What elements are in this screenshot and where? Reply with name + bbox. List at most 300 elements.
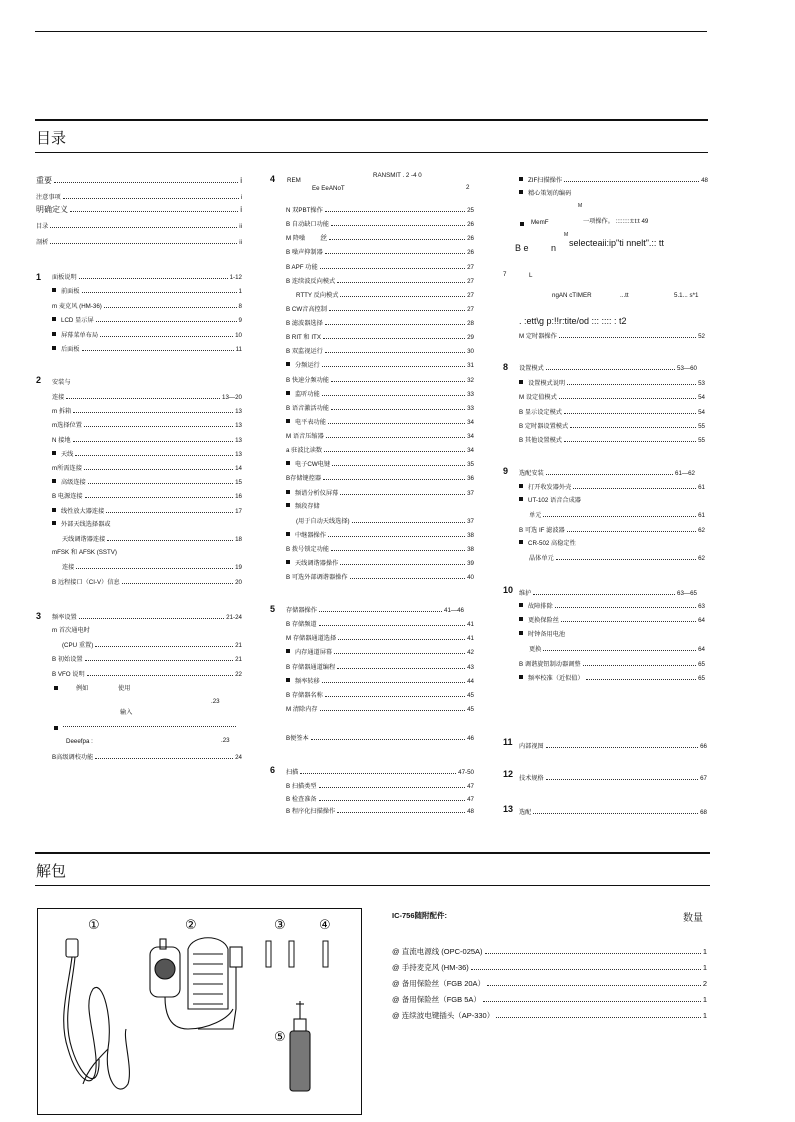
leader-dots bbox=[350, 572, 466, 579]
toc-entry-title bbox=[52, 407, 72, 416]
toc-entry-text: m 麦克风 (HM-36) bbox=[52, 302, 102, 310]
leader-dots bbox=[82, 286, 237, 293]
toc-entry-page: 45 bbox=[467, 706, 474, 714]
toc-entry bbox=[519, 659, 705, 669]
toc-entry-page: 26 bbox=[467, 249, 474, 257]
toc-entry bbox=[286, 619, 474, 629]
toc-entry-page: 21 bbox=[235, 642, 242, 650]
toc-entry-page: 27 bbox=[467, 277, 474, 285]
toc-entry bbox=[286, 346, 474, 356]
toc-entry bbox=[286, 530, 474, 540]
toc-entry-title bbox=[519, 469, 545, 478]
toc-entry bbox=[286, 676, 474, 686]
toc-entry bbox=[519, 392, 705, 402]
leader-dots bbox=[73, 435, 234, 442]
toc-entry-title bbox=[52, 393, 65, 402]
toc-entry-title bbox=[52, 492, 84, 501]
leader-dots bbox=[533, 588, 675, 595]
unpack-rule-top bbox=[35, 852, 710, 854]
section-number: 4 bbox=[270, 174, 276, 184]
toc-entry bbox=[519, 510, 705, 520]
leader-dots bbox=[319, 619, 466, 626]
toc-entry-text: B RIT 和 ITX bbox=[286, 334, 321, 342]
leader-dots bbox=[546, 741, 698, 748]
toc-entry-title bbox=[286, 277, 336, 286]
bullet-square-icon bbox=[286, 503, 290, 507]
toc-entry-page: 28 bbox=[467, 320, 474, 328]
leader-dots bbox=[107, 534, 233, 541]
leader-dots bbox=[100, 330, 233, 337]
toc-entry-page: 48 bbox=[467, 808, 474, 815]
toc-entry-title bbox=[286, 263, 319, 272]
leader-dots bbox=[88, 477, 233, 484]
toc-entry-text: 扫描 bbox=[286, 769, 299, 776]
garbled-text: n bbox=[551, 243, 557, 253]
toc-entry-text: B 其他设置模式 bbox=[519, 437, 562, 445]
leader-dots bbox=[319, 781, 466, 788]
toc-entry-page: 46 bbox=[467, 735, 474, 742]
toc-entry bbox=[52, 669, 242, 679]
leader-dots bbox=[340, 558, 465, 565]
toc-entry-title bbox=[286, 502, 321, 511]
leader-dots bbox=[329, 304, 465, 311]
toc-text: .23 bbox=[221, 737, 230, 744]
leader-dots bbox=[325, 690, 465, 697]
toc-entry-text: 设置模式 bbox=[519, 365, 544, 372]
toc-entry bbox=[519, 615, 705, 625]
toc-entry bbox=[286, 544, 474, 554]
toc-entry-page: 9 bbox=[238, 317, 242, 324]
toc-entry bbox=[52, 406, 242, 416]
leader-dots bbox=[326, 431, 465, 438]
microphone-icon bbox=[150, 938, 242, 1029]
toc-entry-page: 29 bbox=[467, 334, 474, 342]
leader-dots bbox=[555, 601, 696, 608]
toc-entry-title bbox=[519, 630, 566, 639]
toc-entry bbox=[286, 502, 474, 511]
toc-entry-title bbox=[519, 189, 572, 198]
toc-entry-page: 63—65 bbox=[677, 590, 697, 597]
toc-entry bbox=[286, 459, 474, 469]
toc-entry-title bbox=[36, 176, 53, 185]
toc-entry bbox=[52, 272, 242, 282]
toc-entry-text: B 快速分频功能 bbox=[286, 376, 329, 384]
toc-entry-text: 选配 bbox=[519, 809, 532, 816]
leader-dots bbox=[323, 473, 465, 480]
garbled-text: ...tt bbox=[620, 292, 629, 299]
toc-entry-title bbox=[286, 390, 321, 399]
toc-entry bbox=[52, 315, 242, 325]
leader-dots bbox=[485, 947, 701, 954]
leader-dots bbox=[338, 633, 465, 640]
toc-entry bbox=[286, 233, 474, 243]
toc-entry-page: 13 bbox=[235, 422, 242, 430]
toc-entry-title bbox=[52, 578, 121, 587]
toc-entry-text: B 存储器通道编程 bbox=[286, 663, 336, 671]
toc-entry-title bbox=[519, 483, 572, 492]
bullet-square-icon bbox=[286, 560, 290, 564]
toc-entry-page: 1-12 bbox=[229, 274, 242, 281]
leader-dots bbox=[320, 262, 465, 269]
bullet-square-icon bbox=[519, 540, 523, 544]
toc-entry-text: M 语音压缩器 bbox=[286, 433, 324, 441]
leader-dots bbox=[84, 463, 233, 470]
toc-entry bbox=[286, 332, 474, 342]
toc-entry-page: 65 bbox=[698, 675, 705, 682]
unpack-rule-bottom bbox=[35, 885, 710, 886]
toc-entry bbox=[519, 189, 708, 198]
toc-entry-text: 重要 bbox=[36, 176, 52, 185]
toc-entry-title bbox=[52, 450, 74, 459]
toc-entry-page: 61 bbox=[698, 512, 705, 520]
leader-dots bbox=[334, 647, 465, 654]
toc-entry-text: M 清除内存 bbox=[286, 706, 318, 714]
fuse-icons bbox=[266, 941, 328, 967]
toc-entry-text: 监听功能 bbox=[295, 390, 320, 398]
toc-entry bbox=[286, 318, 474, 328]
key-plug-icon bbox=[290, 1001, 310, 1091]
leader-dots bbox=[583, 659, 697, 666]
toc-text: 安装与 bbox=[52, 379, 71, 386]
toc-title: 目录 bbox=[36, 130, 67, 147]
toc-entry bbox=[519, 741, 707, 751]
toc-entry-title bbox=[52, 613, 78, 622]
bullet-square-icon bbox=[286, 362, 290, 366]
toc-entry-title bbox=[286, 559, 339, 568]
toc-entry-text: 电平表功能 bbox=[295, 418, 326, 426]
toc-entry-title bbox=[52, 302, 103, 311]
toc-text: Ee EeANoT bbox=[312, 185, 345, 192]
toc-entry-text: B 自动缺口功能 bbox=[286, 221, 329, 229]
toc-entry-title bbox=[519, 616, 560, 625]
toc-entry-text: 明确定义 bbox=[36, 205, 68, 214]
accessory-item bbox=[392, 1010, 707, 1021]
toc-entry-page: 20 bbox=[235, 578, 242, 586]
toc-entry-text: M 降噪 bbox=[286, 235, 306, 243]
bullet-square-icon bbox=[54, 686, 58, 690]
toc-entry-page: i bbox=[240, 205, 242, 214]
toc-entry-text: 后面板 bbox=[61, 346, 80, 353]
leader-dots bbox=[337, 806, 465, 813]
leader-dots bbox=[322, 360, 465, 367]
toc-entry-title bbox=[286, 376, 330, 385]
toc-entry bbox=[286, 558, 474, 568]
toc-entry-page: 19 bbox=[235, 564, 242, 572]
leader-dots bbox=[325, 247, 465, 254]
toc-entry-text: 连接 bbox=[52, 394, 65, 401]
leader-dots bbox=[329, 233, 465, 240]
toc-entry-title bbox=[52, 548, 118, 557]
toc-entry bbox=[519, 407, 705, 417]
section-number: 13 bbox=[503, 804, 514, 814]
toc-entry-title bbox=[286, 305, 328, 314]
toc-entry-title bbox=[286, 446, 323, 455]
bullet-square-icon bbox=[286, 391, 290, 395]
toc-entry-title bbox=[519, 808, 532, 817]
section-number: 3 bbox=[36, 611, 42, 621]
leader-dots bbox=[564, 435, 696, 442]
toc-entry bbox=[286, 806, 474, 816]
toc-entry bbox=[286, 276, 474, 286]
garbled-text: 5.1... s*1 bbox=[674, 292, 699, 299]
toc-entry-text: 频率设置 bbox=[52, 614, 77, 621]
toc-entry-text: 电子CW电键 bbox=[295, 461, 331, 469]
accessory-item bbox=[392, 978, 707, 989]
toc-entry bbox=[286, 219, 474, 229]
toc-entry-page: 63 bbox=[698, 603, 705, 610]
toc-entry bbox=[286, 488, 474, 498]
toc-entry-title bbox=[286, 418, 327, 427]
toc-entry-page: ii bbox=[239, 239, 242, 246]
toc-entry-title bbox=[286, 432, 325, 441]
toc-entry bbox=[519, 175, 708, 185]
toc-entry-text: 频率转移 bbox=[295, 677, 320, 685]
accessory-name: @ 备用保险丝（FGB 20A） bbox=[392, 979, 486, 988]
toc-entry bbox=[519, 378, 705, 388]
toc-entry-text: RTTY 反向模式 bbox=[296, 291, 339, 299]
toc-entry-text: LCD 显示屏 bbox=[61, 317, 94, 324]
toc-entry bbox=[519, 773, 707, 783]
toc-entry-page: 47 bbox=[467, 783, 474, 790]
toc-entry-title bbox=[519, 645, 542, 654]
toc-entry-text: 更换 bbox=[529, 646, 542, 654]
bullet-square-icon bbox=[519, 603, 523, 607]
leader-dots bbox=[76, 562, 233, 569]
toc-entry-page: 68 bbox=[700, 809, 707, 816]
leader-dots bbox=[320, 704, 465, 711]
toc-entry-page: 33 bbox=[467, 404, 474, 412]
toc-entry-page: 18 bbox=[235, 536, 242, 543]
bullet-square-icon bbox=[52, 332, 56, 336]
toc-entry-page: 13—20 bbox=[222, 394, 242, 401]
toc-entry bbox=[286, 304, 474, 314]
toc-entry-title bbox=[519, 660, 582, 669]
toc-entry-text: 时钟备用电池 bbox=[528, 630, 566, 638]
toc-entry-title bbox=[286, 291, 339, 300]
garbled-text: ngAN cTIMER bbox=[552, 292, 592, 299]
toc-entry-page: 47 bbox=[467, 795, 474, 803]
toc-entry bbox=[286, 360, 474, 370]
toc-entry bbox=[519, 807, 707, 817]
toc-entry-title bbox=[52, 316, 95, 325]
garbled-text: B e bbox=[515, 243, 529, 253]
toc-entry-page: 27 bbox=[467, 291, 474, 299]
toc-entry-title bbox=[286, 782, 318, 791]
toc-entry-text: 精心策划的编码 bbox=[528, 190, 572, 197]
toc-entry-text: B VFO 说明 bbox=[52, 670, 85, 678]
leader-dots bbox=[573, 482, 696, 489]
leader-dots bbox=[533, 807, 698, 814]
accessory-qty: 1 bbox=[702, 995, 707, 1004]
toc-entry bbox=[519, 421, 705, 431]
accessory-item bbox=[392, 994, 707, 1005]
toc-entry-page: 61 bbox=[698, 484, 705, 491]
toc-entry bbox=[52, 612, 242, 622]
toc-entry-text: (用于自动天线选择) bbox=[296, 517, 350, 525]
leader-dots bbox=[561, 615, 696, 622]
garbled-text: M bbox=[578, 203, 583, 209]
toc-entry-page: 53 bbox=[698, 380, 705, 387]
section-number: 12 bbox=[503, 769, 514, 779]
toc-entry bbox=[286, 733, 474, 743]
leader-dots bbox=[75, 449, 233, 456]
toc-entry bbox=[519, 435, 705, 445]
toc-entry-title bbox=[286, 648, 333, 657]
toc-entry-title bbox=[52, 520, 112, 529]
toc-entry-page: 64 bbox=[698, 646, 705, 654]
toc-entry-text: B 定时器设置模式 bbox=[519, 422, 569, 430]
toc-entry-title bbox=[519, 539, 577, 548]
toc-entry-page: 17 bbox=[235, 507, 242, 515]
toc-entry-text: 分频运行 bbox=[295, 362, 320, 370]
toc-entry bbox=[286, 417, 474, 427]
toc-entry-title bbox=[286, 634, 337, 643]
section-number: 11 bbox=[503, 737, 513, 747]
leader-dots bbox=[95, 752, 233, 759]
leader-dots bbox=[66, 392, 220, 399]
toc-entry bbox=[519, 468, 695, 478]
toc-entry bbox=[286, 605, 464, 615]
toc-entry-page: 53—60 bbox=[677, 365, 697, 372]
toc-entry-text: B存储键控器 bbox=[286, 475, 322, 483]
leader-dots bbox=[96, 315, 237, 322]
toc-entry-text: B高级调校功能 bbox=[52, 754, 94, 761]
bullet-square-icon bbox=[519, 675, 523, 679]
toc-entry-page: 41 bbox=[467, 635, 474, 643]
toc-entry-text: 频谱分析仪屏幕 bbox=[295, 489, 339, 497]
toc-entry-title bbox=[286, 677, 321, 686]
bullet-square-icon bbox=[52, 288, 56, 292]
leader-dots bbox=[322, 389, 465, 396]
bullet-square-icon bbox=[519, 190, 523, 194]
toc-entry bbox=[36, 237, 242, 247]
accessory-item bbox=[392, 946, 707, 957]
toc-text: REM bbox=[287, 177, 301, 184]
bullet-square-icon bbox=[52, 521, 56, 525]
leader-dots bbox=[325, 205, 465, 212]
toc-entry-page: 52 bbox=[698, 333, 705, 340]
toc-entry-text: m所需连接 bbox=[52, 465, 82, 472]
toc-entry-title bbox=[52, 753, 94, 762]
toc-entry-page: 48 bbox=[701, 177, 708, 184]
toc-entry-page: 54 bbox=[698, 408, 705, 416]
leader-dots bbox=[331, 544, 465, 551]
leader-dots bbox=[73, 406, 233, 413]
toc-entry-page: 38 bbox=[467, 546, 474, 554]
leader-dots bbox=[63, 720, 236, 727]
toc-entry bbox=[286, 794, 474, 804]
bullet-square-icon bbox=[519, 177, 523, 181]
toc-entry-title bbox=[52, 436, 72, 445]
toc-entry bbox=[286, 781, 474, 791]
toc-entry-page: 16 bbox=[235, 493, 242, 501]
toc-rule-top bbox=[35, 119, 708, 121]
toc-entry-title bbox=[286, 807, 336, 816]
toc-entry-page: 34 bbox=[467, 418, 474, 426]
toc-entry-text: 打开收发器外壳 bbox=[528, 484, 572, 491]
toc-entry-text: m 拆箱 bbox=[52, 408, 72, 416]
toc-entry-text: 天线调谐器操作 bbox=[295, 560, 339, 568]
toc-entry-title bbox=[519, 589, 532, 598]
toc-entry bbox=[52, 752, 242, 762]
toc-entry-page: 47-50 bbox=[458, 769, 474, 776]
bullet-square-icon bbox=[286, 490, 290, 494]
toc-entry-text: ZIF扫描操作 bbox=[528, 177, 563, 184]
leader-dots bbox=[85, 491, 234, 498]
leader-dots bbox=[331, 403, 465, 410]
toc-entry bbox=[519, 673, 705, 683]
toc-entry-page: 55 bbox=[698, 422, 705, 430]
toc-entry-title bbox=[519, 554, 555, 563]
section-number: 8 bbox=[503, 362, 509, 372]
toc-entry-text: B 扫描类型 bbox=[286, 783, 317, 790]
bullet-square-icon bbox=[520, 222, 524, 226]
toc-entry-title bbox=[519, 496, 582, 505]
toc-entry-title bbox=[519, 526, 566, 535]
section-number: 9 bbox=[503, 466, 509, 476]
toc-entry-text: B 噪声抑制器 bbox=[286, 249, 323, 257]
leader-dots bbox=[487, 979, 701, 986]
leader-dots bbox=[324, 445, 465, 452]
power-cable-icon bbox=[64, 939, 130, 1089]
section-number: 1 bbox=[36, 272, 42, 282]
toc-entry bbox=[519, 496, 705, 505]
toc-entry-text: N 接地 bbox=[52, 436, 71, 444]
toc-entry-text: 维护 bbox=[519, 590, 532, 597]
toc-entry bbox=[52, 435, 242, 445]
toc-entry-text: B 存储器名称 bbox=[286, 692, 323, 699]
toc-entry bbox=[286, 445, 474, 455]
toc-entry-text: B APF 功能 bbox=[286, 263, 318, 271]
bullet-square-icon bbox=[52, 317, 56, 321]
toc-entry-title bbox=[286, 333, 322, 342]
toc-entry-text: B 程序化扫描操作 bbox=[286, 808, 336, 815]
toc-entry-text: 天线 bbox=[61, 450, 74, 458]
toc-entry-page: 35 bbox=[467, 461, 474, 469]
toc-entry-title bbox=[52, 464, 83, 473]
toc-entry bbox=[52, 344, 242, 354]
toc-entry-text: N 双PBT操作 bbox=[286, 207, 323, 214]
toc-entry-page: 40 bbox=[467, 574, 474, 582]
toc-entry-text: B 连续波反向模式 bbox=[286, 277, 336, 285]
toc-entry-title bbox=[286, 206, 324, 215]
toc-entry bbox=[286, 647, 474, 657]
toc-entry-page: 62 bbox=[698, 555, 705, 562]
garbled-text: M bbox=[564, 232, 569, 238]
toc-entry bbox=[286, 633, 474, 643]
toc-entry-title bbox=[286, 620, 318, 629]
toc-entry bbox=[286, 262, 474, 272]
toc-entry-title bbox=[519, 436, 563, 445]
leader-dots bbox=[340, 290, 465, 297]
toc-entry-page: 37 bbox=[467, 489, 474, 497]
leader-dots bbox=[546, 773, 698, 780]
toc-entry-title bbox=[52, 507, 105, 516]
leader-dots bbox=[570, 421, 696, 428]
section-number: 5 bbox=[270, 604, 276, 614]
toc-entry-page: 32 bbox=[467, 376, 474, 384]
toc-entry-title bbox=[52, 345, 81, 354]
toc-entry-title bbox=[519, 408, 563, 417]
toc-entry bbox=[286, 290, 474, 300]
toc-entry-page: 22 bbox=[235, 670, 242, 678]
toc-entry bbox=[519, 482, 705, 492]
leader-dots bbox=[79, 612, 224, 619]
toc-entry-page: 34 bbox=[467, 447, 474, 455]
leader-dots bbox=[559, 392, 696, 399]
accessories-drawing bbox=[38, 909, 361, 1114]
toc-entry bbox=[52, 449, 242, 459]
